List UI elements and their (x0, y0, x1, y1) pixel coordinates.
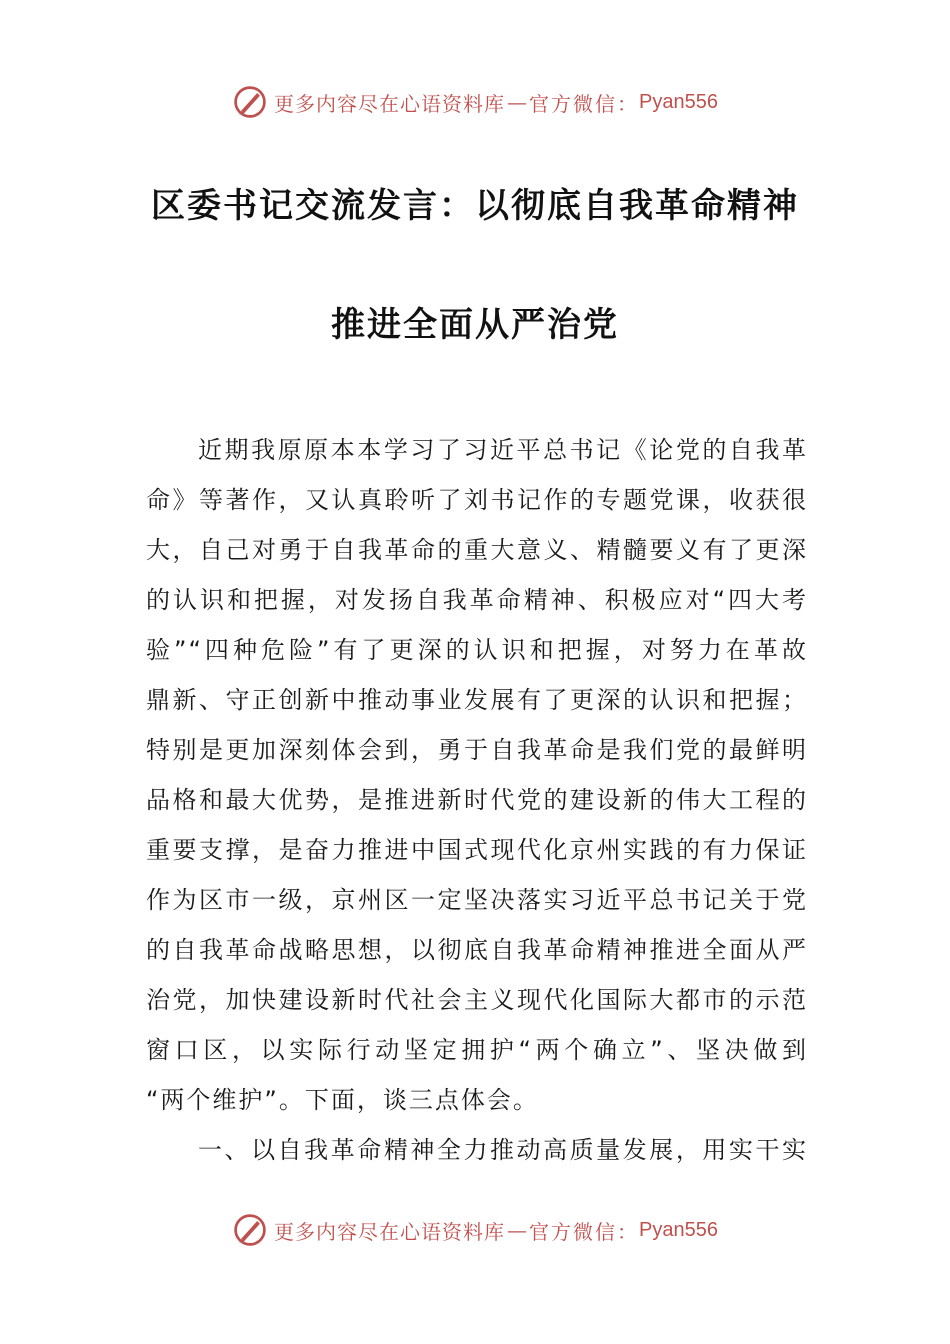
watermark-id: Pyan556 (639, 90, 718, 113)
header-watermark (0, 82, 950, 122)
body-line: 一、以自我革命精神全力推动高质量发展，用实干实 (198, 1136, 808, 1164)
body-line: 作为区市一级，京州区一定坚决落实习近平总书记关于党 (146, 886, 808, 914)
body-line: 近期我原原本本学习了习近平总书记《论党的自我革 (198, 436, 808, 464)
body-line: 的认识和把握，对发扬自我革命精神、积极应对“四大考 (146, 586, 808, 614)
document-title-line-2: 推进全面从严治党 (331, 305, 619, 345)
watermark-official: 官方微信： (529, 91, 640, 116)
document-body (146, 428, 808, 1178)
watermark-text: 更多内容尽在心语资料库 (274, 91, 506, 116)
watermark-official: 官方微信： (529, 1219, 640, 1244)
body-line: 特别是更加深刻体会到，勇于自我革命是我们党的最鲜明 (146, 736, 808, 764)
watermark-dash: — (507, 90, 528, 114)
body-line: 治党，加快建设新时代社会主义现代化国际大都市的示范 (146, 986, 808, 1014)
body-line: 重要支撑，是奋力推进中国式现代化京州实践的有力保证 (146, 836, 808, 864)
body-line: 品格和最大优势，是推进新时代党的建设新的伟大工程的 (146, 786, 808, 814)
pen-logo-icon (232, 84, 268, 120)
watermark-id: Pyan556 (639, 1218, 718, 1241)
body-line: 窗口区，以实际行动坚定拥护“两个确立”、坚决做到 (146, 1036, 808, 1064)
body-line: 验”“四种危险”有了更深的认识和把握，对努力在革故 (146, 636, 808, 664)
footer-watermark (0, 1210, 950, 1250)
watermark-text: 更多内容尽在心语资料库 (274, 1219, 506, 1244)
body-line: 命》等著作，又认真聆听了刘书记作的专题党课，收获很 (146, 486, 808, 514)
document-title-line-1: 区委书记交流发言：以彻底自我革命精神 (151, 186, 799, 226)
watermark-dash: — (507, 1218, 528, 1242)
body-line: 鼎新、守正创新中推动事业发展有了更深的认识和把握； (146, 686, 808, 714)
pen-logo-icon (232, 1212, 268, 1248)
body-line: 大，自己对勇于自我革命的重大意义、精髓要义有了更深 (146, 536, 808, 564)
body-line: “两个维护”。下面，谈三点体会。 (146, 1086, 539, 1114)
body-line: 的自我革命战略思想，以彻底自我革命精神推进全面从严 (146, 936, 808, 964)
